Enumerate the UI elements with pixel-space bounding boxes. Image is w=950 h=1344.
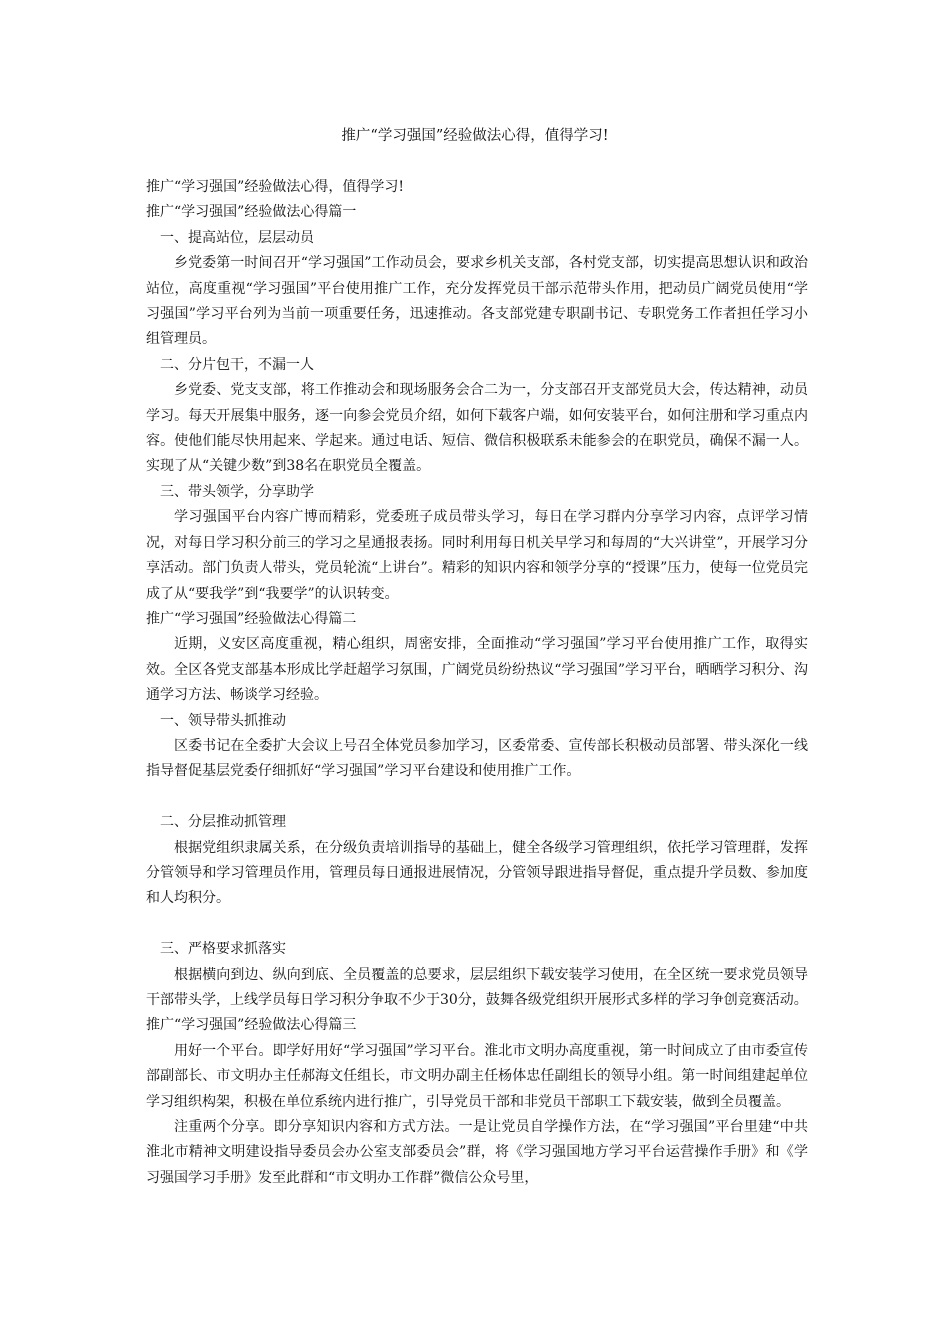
- document-title: 推广“学习强国”经验做法心得，值得学习!: [341, 128, 609, 144]
- body-paragraph: 区委书记在全委扩大会议上号召全体党员参加学习，区委常委、宣传部长积极动员部署、带头深化一线指导督促基层党委仔细抓好“学习强国”学习平台建设和使用推广工作。: [146, 737, 808, 780]
- body-paragraph: 根据党组织隶属关系，在分级负责培训指导的基础上，健全各级学习管理组织，依托学习管理群，发挥分管领导和学习管理员作用，管理员每日通报进展情况，分管领导跟进指导督促，重点提升学员数、参加度和人均积分。: [146, 839, 808, 907]
- subsection-heading: 一、领导带头抓推动: [160, 712, 286, 729]
- section-heading: 推广“学习强国”经验做法心得，值得学习!: [146, 179, 404, 195]
- subsection-heading: 二、分片包干，不漏一人: [160, 356, 314, 373]
- body-paragraph: 注重两个分享。即分享知识内容和方式方法。一是让党员自学操作方法，在“学习强国”平台里建“中共淮北市精神文明建设指导委员会办公室支部委员会”群，将《学习强国地方学习平台运营操作手册》和《学习强国学习手册》发至此群和“市文明办工作群”微信公众号里，: [146, 1119, 808, 1186]
- subsection-heading: 一、提高站位，层层动员: [160, 229, 314, 246]
- subsection-heading: 三、严格要求抓落实: [160, 941, 286, 958]
- section-heading: 推广“学习强国”经验做法心得篇一: [146, 204, 357, 221]
- body-paragraph: 乡党委、党支支部，将工作推动会和现场服务会合二为一，分支部召开支部党员大会，传达精神，动员学习。每天开展集中服务，逐一向参会党员介绍，如何下载客户端，如何安装平台，如何注册和学习重点内容。使他们能尽快用起来、学起来。通过电话、短信、微信积极联系未能参会的在职党员，确保不漏一人。实现了从“关键少数”到38名在职党员全覆盖。: [146, 382, 808, 475]
- body-paragraph: 近期，义安区高度重视，精心组织，周密安排，全面推动“学习强国”学习平台使用推广工作，取得实效。全区各党支部基本形成比学赶超学习氛围，广阔党员纷纷热议“学习强国”学习平台，晒晒学习积分、沟通学习方法、畅谈学习经验。: [146, 636, 808, 704]
- body-paragraph: 用好一个平台。即学好用好“学习强国”学习平台。淮北市文明办高度重视，第一时间成立了由市委宣传部副部长、市文明办主任郝海文任组长，市文明办副主任杨体忠任副组长的领导小组。第一时间组建起单位学习组织构架，积极在单位系统内进行推广，引导党员干部和非党员干部职工下载安装，做到全员覆盖。: [146, 1042, 808, 1110]
- subsection-heading: 三、带头领学，分享助学: [160, 483, 314, 500]
- body-paragraph: 学习强国平台内容广博而精彩，党委班子成员带头学习，每日在学习群内分享学习内容，点评学习情况，对每日学习积分前三的学习之星通报表扬。同时利用每日机关早学习和每周的“大兴讲堂”，开展学习分享活动。部门负责人带头，党员轮流“上讲台”。精彩的知识内容和领学分享的“授课”压力，使每一位党员完成了从“要我学”到“我要学”的认识转变。: [146, 509, 808, 602]
- section-heading: 推广“学习强国”经验做法心得篇三: [146, 1017, 357, 1034]
- subsection-heading: 二、分层推动抓管理: [160, 814, 286, 831]
- document-body: [146, 175, 808, 1191]
- blank-line: [146, 912, 808, 937]
- body-paragraph: 乡党委第一时间召开“学习强国”工作动员会，要求乡机关支部，各村党支部，切实提高思想认识和政治站位，高度重视“学习强国”平台使用推广工作，充分发挥党员干部示范带头作用，把动员广阔党员使用“学习强国”学习平台列为当前一项重要任务，迅速推动。各支部党建专职副书记、专职党务工作者担任学习小组管理员。: [146, 255, 808, 348]
- blank-line: [146, 785, 808, 810]
- body-paragraph: 根据横向到边、纵向到底、全员覆盖的总要求，层层组织下载安装学习使用，在全区统一要求党员领导干部带头学，上线学员每日学习积分争取不少于30分，鼓舞各级党组织开展形式多样的学习争创竞赛活动。: [146, 966, 808, 1008]
- section-heading: 推广“学习强国”经验做法心得篇二: [146, 610, 357, 627]
